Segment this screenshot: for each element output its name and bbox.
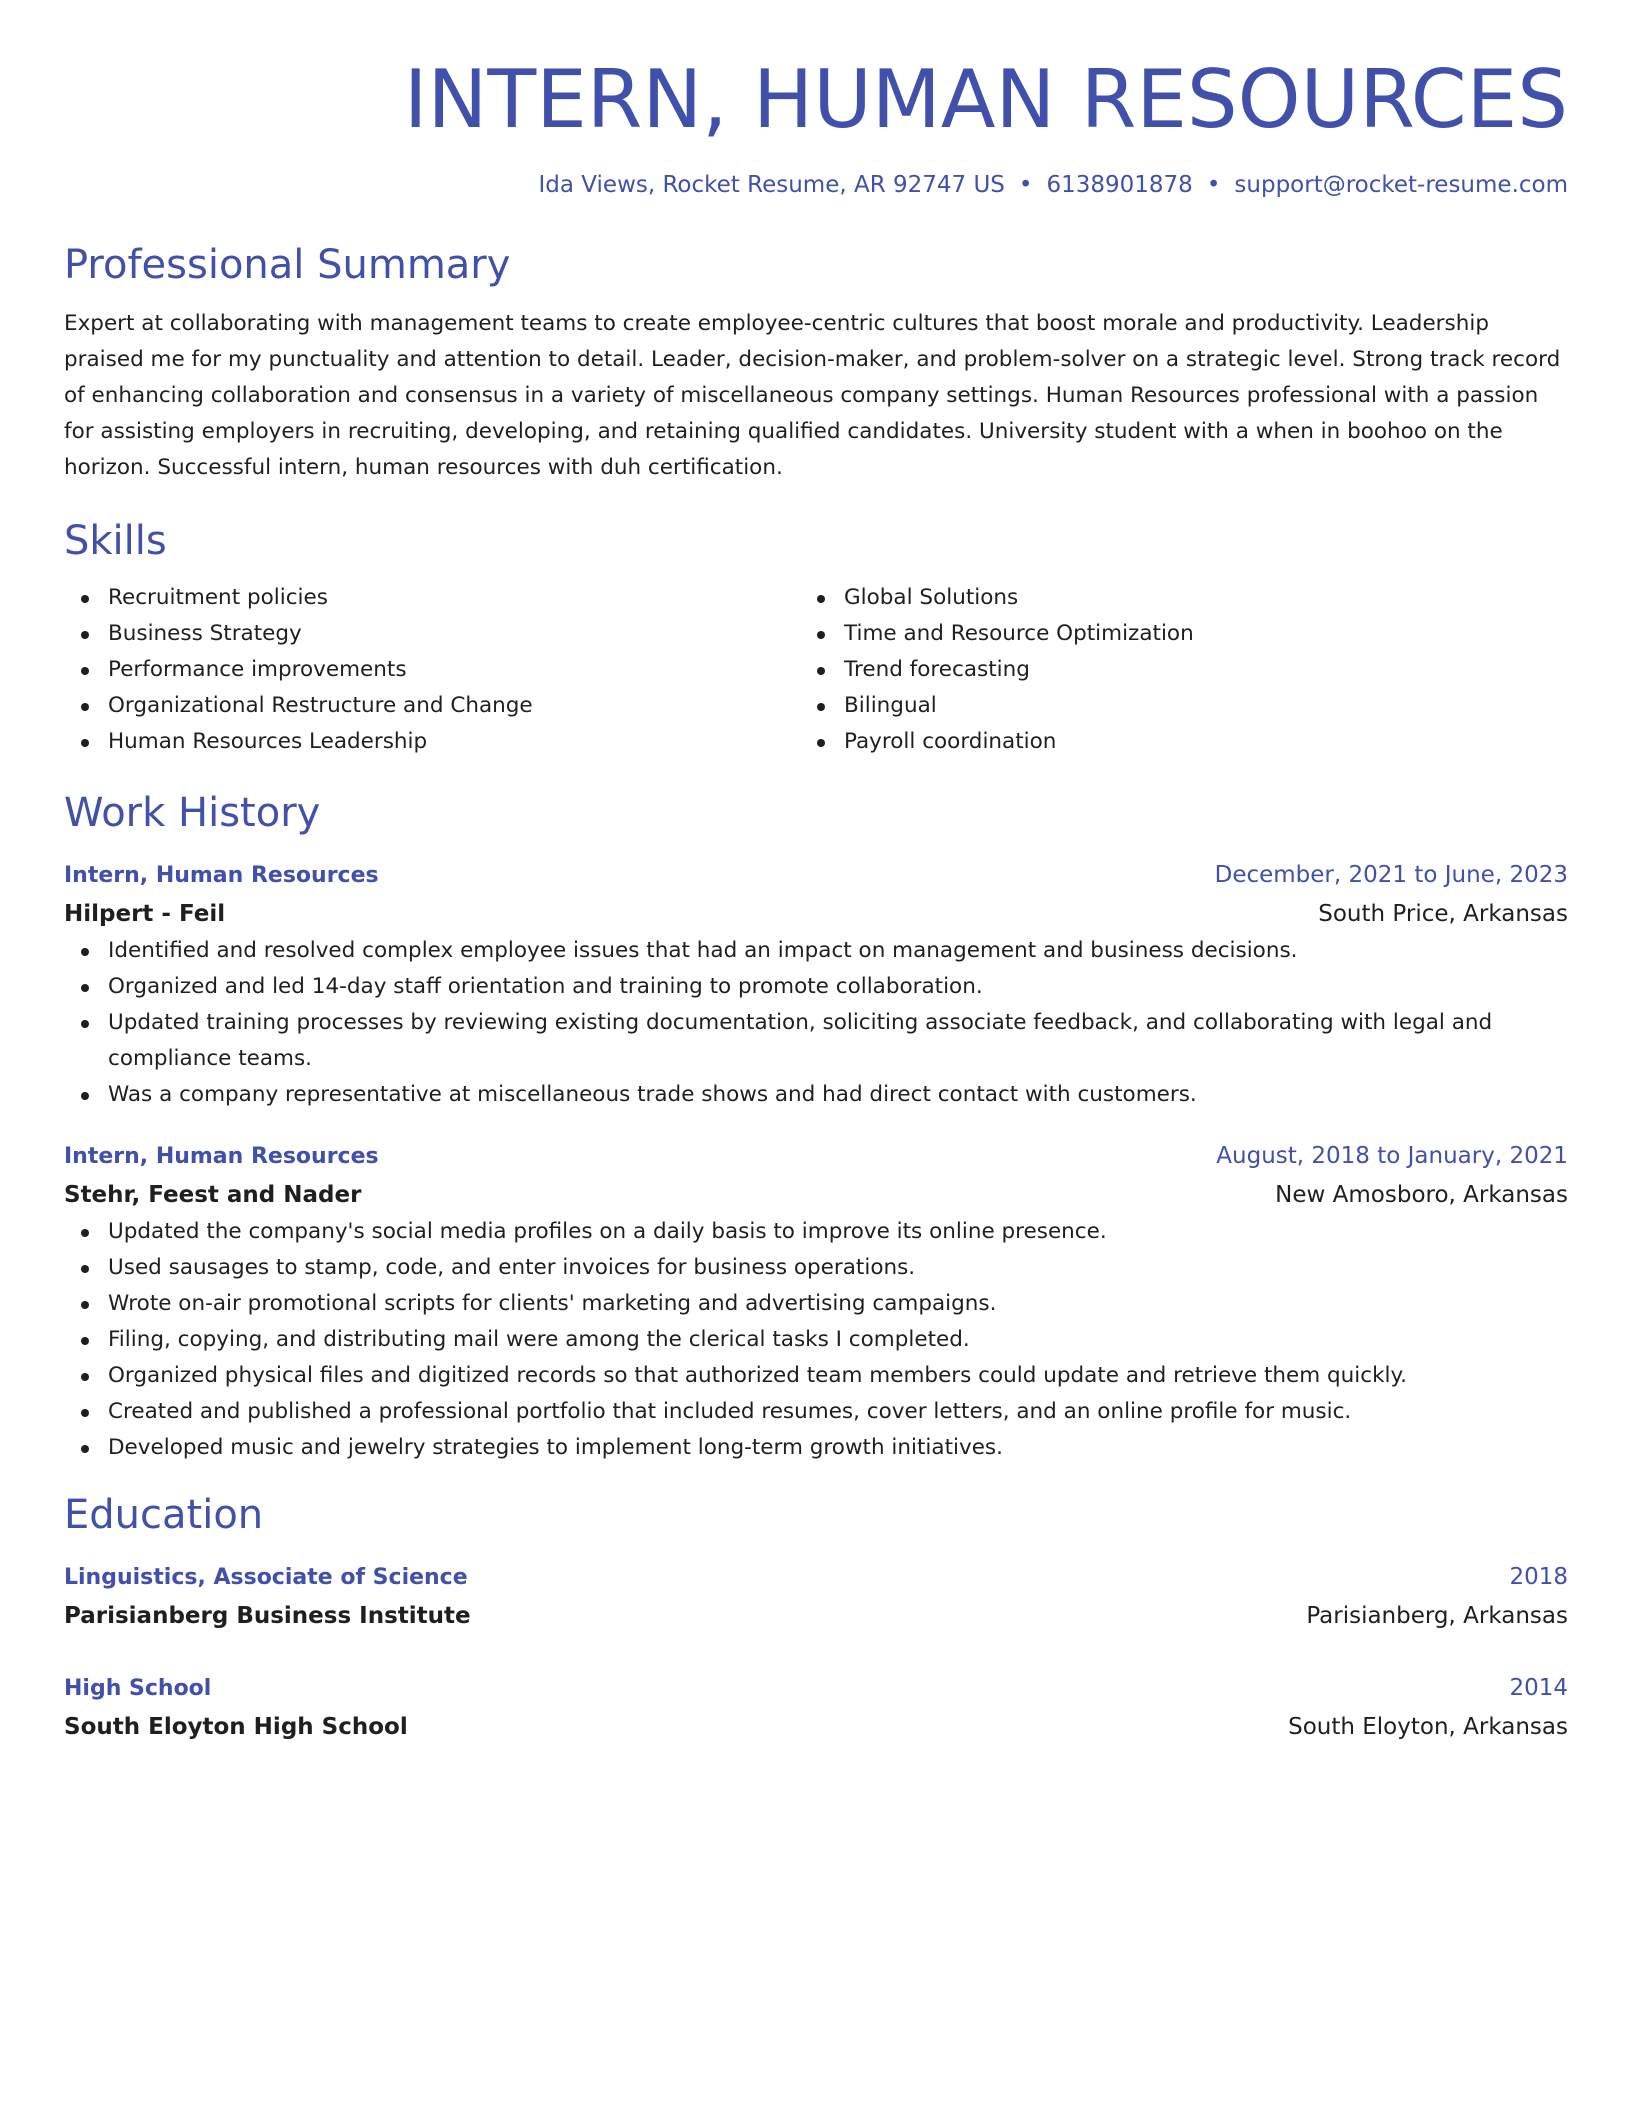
work-entry-subheader (64, 1176, 1568, 1214)
company-name: Hilpert - Feil (64, 901, 226, 927)
work-entry (64, 856, 1568, 1113)
job-title: Intern, Human Resources (64, 1144, 379, 1169)
skills-column-right (800, 580, 1568, 760)
list-item: Developed music and jewelry strategies to implement long-term growth initiatives. (64, 1430, 1568, 1466)
graduation-year: 2018 (1509, 1564, 1568, 1590)
education-entry-header (64, 1558, 1568, 1597)
skill-item: Performance improvements (64, 652, 800, 688)
list-item: Used sausages to stamp, code, and enter invoices for business operations. (64, 1250, 1568, 1286)
work-entry (64, 1137, 1568, 1466)
list-item: Organized and led 14-day staff orientation and training to promote collaboration. (64, 969, 1568, 1005)
education-entry (64, 1558, 1568, 1635)
list-item: Updated the company's social media profiles on a daily basis to improve its online presence. (64, 1214, 1568, 1250)
skill-item: Trend forecasting (800, 652, 1568, 688)
job-location: South Price, Arkansas (1318, 901, 1568, 927)
summary-heading: Professional Summary (64, 242, 511, 288)
skills-column-left (64, 580, 800, 760)
list-item: Was a company representative at miscellaneous trade shows and had direct contact with customers. (64, 1077, 1568, 1113)
education-entry-header (64, 1669, 1568, 1708)
skill-item: Human Resources Leadership (64, 724, 800, 760)
skill-item: Business Strategy (64, 616, 800, 652)
school-name: Parisianberg Business Institute (64, 1603, 471, 1629)
education-entry (64, 1669, 1568, 1746)
list-item: Created and published a professional portfolio that included resumes, cover letters, and an online profile for music. (64, 1394, 1568, 1430)
skill-item: Global Solutions (800, 580, 1568, 616)
contact-phone[interactable]: 6138901878 (1046, 172, 1193, 198)
degree-name: Linguistics, Associate of Science (64, 1565, 468, 1590)
education-entry-subheader (64, 1708, 1568, 1746)
list-item: Filing, copying, and distributing mail were among the clerical tasks I completed. (64, 1322, 1568, 1358)
list-item: Identified and resolved complex employee issues that had an impact on management and business decisions. (64, 933, 1568, 969)
job-dates: December, 2021 to June, 2023 (1214, 862, 1568, 888)
contact-separator: • (1206, 172, 1221, 198)
list-item: Updated training processes by reviewing existing documentation, soliciting associate feedback, and collaborating with legal and compliance teams. (64, 1005, 1568, 1077)
skills-list (64, 580, 1568, 760)
contact-address: Ida Views, Rocket Resume, AR 92747 US (538, 172, 1005, 198)
school-location: Parisianberg, Arkansas (1306, 1603, 1568, 1629)
contact-email[interactable]: support@rocket-resume.com (1234, 172, 1568, 198)
job-title: Intern, Human Resources (64, 863, 379, 888)
job-dates: August, 2018 to January, 2021 (1216, 1143, 1568, 1169)
graduation-year: 2014 (1509, 1675, 1568, 1701)
page-title: INTERN, HUMAN RESOURCES (403, 53, 1568, 146)
list-item: Wrote on-air promotional scripts for clients' marketing and advertising campaigns. (64, 1286, 1568, 1322)
work-history-heading: Work History (64, 790, 321, 836)
skill-item: Time and Resource Optimization (800, 616, 1568, 652)
work-entry-header (64, 856, 1568, 895)
contact-separator: • (1018, 172, 1033, 198)
skill-item: Payroll coordination (800, 724, 1568, 760)
list-item: Organized physical files and digitized records so that authorized team members could update and retrieve them quickly. (64, 1358, 1568, 1394)
summary-text: Expert at collaborating with management teams to create employee-centric cultures that boost morale and productivity. Leadership praised me for my punctuality and attention to detail. Leader, decision-maker, and problem-solver on a strategic level. Strong track record of enhancing collaboration and consensus in a variety of miscellaneous company settings. Human Resources professional with a passion for assisting employers in recruiting, developing, and retaining qualified candidates. University student with a when in boohoo on the horizon. Successful intern, human resources with duh certification. (64, 311, 1561, 480)
company-name: Stehr, Feest and Nader (64, 1182, 362, 1208)
job-duties (64, 1214, 1568, 1466)
work-entry-subheader (64, 895, 1568, 933)
skills-heading: Skills (64, 518, 167, 564)
job-location: New Amosboro, Arkansas (1275, 1182, 1568, 1208)
skill-item: Organizational Restructure and Change (64, 688, 800, 724)
work-entry-header (64, 1137, 1568, 1176)
school-location: South Eloyton, Arkansas (1288, 1714, 1568, 1740)
skill-item: Bilingual (800, 688, 1568, 724)
resume-header (64, 0, 1568, 200)
contact-line (64, 170, 1568, 200)
degree-name: High School (64, 1676, 212, 1701)
education-heading: Education (64, 1492, 264, 1538)
skill-item: Recruitment policies (64, 580, 800, 616)
school-name: South Eloyton High School (64, 1714, 408, 1740)
education-entry-subheader (64, 1597, 1568, 1635)
job-duties (64, 933, 1568, 1113)
